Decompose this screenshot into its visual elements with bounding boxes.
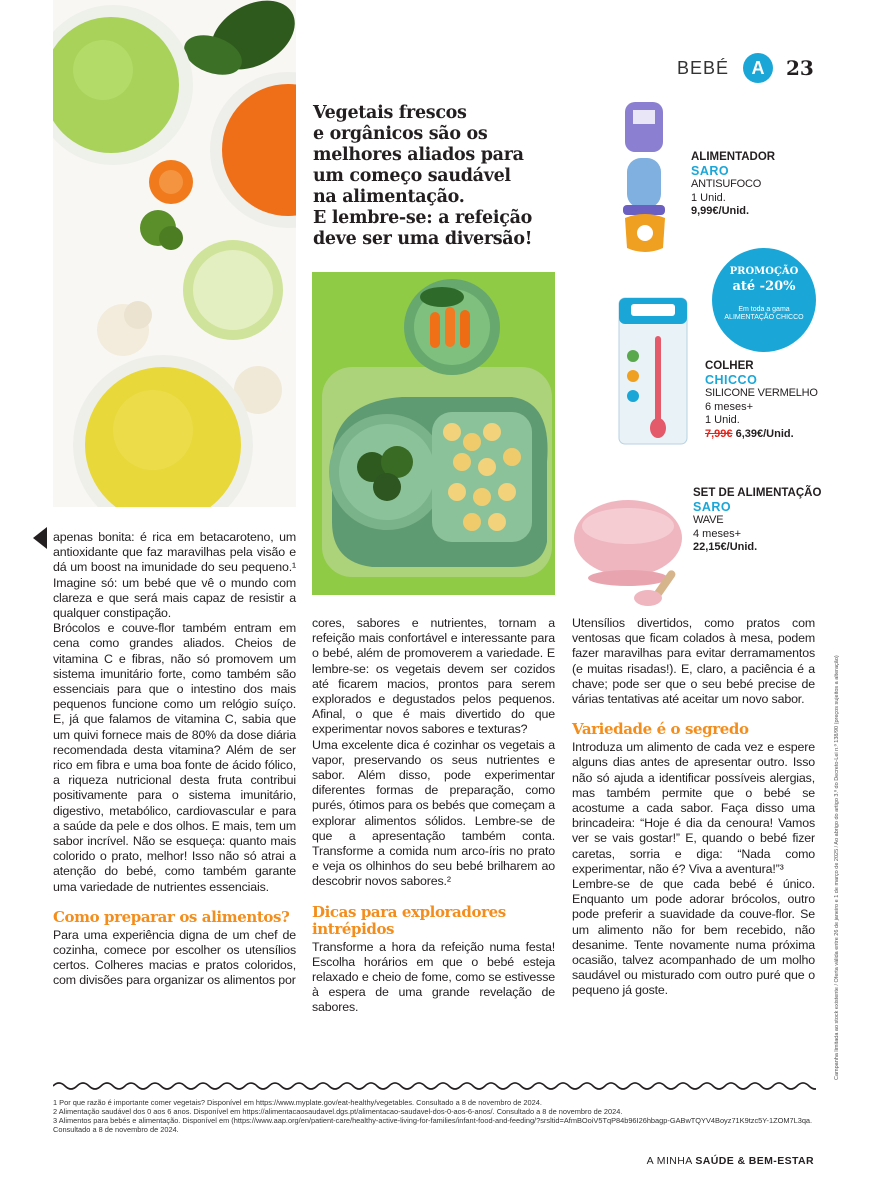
product-type: SET DE ALIMENTAÇÃO: [693, 487, 822, 499]
headline: [313, 103, 553, 250]
headline-line: melhores aliados para: [313, 145, 524, 165]
headline-line: e orgânicos são os: [313, 124, 488, 144]
product-quantity: 1 Unid.: [705, 414, 740, 426]
magazine-title: SAÚDE & BEM-ESTAR: [695, 1155, 814, 1167]
headline-line: E lembre-se: a refeição: [313, 208, 532, 228]
article-column-1: [53, 530, 296, 989]
product-brand: SARO: [693, 499, 732, 514]
product-old-price: 7,99€: [705, 427, 733, 440]
paragraph: Uma excelente dica é cozinhar os vegetais a vapor, preservando os seus nutrientes e sabor. Além disso, pode experimentar diferentes formas de preparação, como purés, ótimos para os bebés que começam a explorar alimentos sólidos. Lembre-se de que a apresentação também conta. Transforme a comida num arco-íris no prato e veja os olhinhos do seu bebé brilharem ao descobrir novos sabores.²: [312, 737, 555, 889]
promo-badge: [712, 248, 816, 352]
product-model: WAVE: [693, 514, 724, 526]
vegetable-puree-photo: [53, 0, 296, 507]
product-type: ALIMENTADOR: [691, 151, 776, 163]
promo-discount: até -20%: [732, 279, 796, 294]
promo-detail: Em toda a gama ALIMENTAÇÃO CHICCO: [724, 306, 804, 321]
paragraph: cores, sabores e nutrientes, tornam a refeição mais confortável e interessante para o bebé, além de promoverem a variedade. E lembre-se: os vegetais devem ser cozidos até ficarem macios, prontos para serem explorados e degustados pelos pequenos. Afinal, o que é mais divertido do que experimentar novos sabores e texturas?: [312, 616, 555, 737]
product-type: COLHER: [705, 360, 754, 372]
promo-label: PROMOÇÃO: [729, 266, 799, 277]
article-column-3: [572, 616, 815, 999]
magazine-name: [647, 1155, 814, 1167]
product-model: SILICONE VERMELHO: [705, 387, 818, 399]
product-age: 6 meses+: [705, 400, 753, 413]
product-image-feeder: [615, 100, 677, 255]
magazine-prefix: A MINHA: [646, 1155, 693, 1167]
product-price: 9,99€/Unid.: [691, 205, 750, 217]
brand-logo-icon: A: [743, 53, 773, 83]
paragraph: apenas bonita: é rica em betacaroteno, um antioxidante que faz maravilhas pela visão e dá um boost na imunidade do seu pequeno.¹ Imagine só: um bebé que vê o mundo com clareza e que será mais capaz de resistir a qualquer constipação.: [53, 530, 296, 621]
product-age: 4 meses+: [693, 527, 741, 540]
footnote: 2 Alimentação saudável dos 0 aos 6 anos. Disponível em https://alimentacaosaudavel.dgs.pt/alimentacao-saudavel-dos-0-aos-6-anos/. Consultado a 8 de novembro de 2024.: [53, 1107, 623, 1116]
paragraph: Para uma experiência digna de um chef de cozinha, comece por escolher os utensílios certos. Colheres macias e pratos coloridos, com divisões para organizar os alimentos por: [53, 927, 296, 988]
product-price: 6,39€/Unid.: [735, 427, 794, 440]
paragraph: Brócolos e couve-flor também entram em cena como grandes aliados. Cheios de vitamina C e fibras, não só promovem um sistema imunitário forte, como também são essenciais para que o intestino dos mais pequenos funcione como um relógio suíço. E, já que falamos de vitamina C, sabia que um quivi fornece mais de 80% da dose diária recomendada desta vitamina? Além de ser rico em fibra e uma boa fonte de ácido fólico, a riqueza nutricional desta fruta contribui positivamente para o sistema imunitário, digestivo, metabólico, cardiovascular e para a saúde da pele e dos olhos. E mais, tem um sabor incrível. Não se esqueça: quanto mais colorido o prato, melhor! Isso não só atrai a atenção do bebé, como também garante uma variedade de nutrientes essenciais.: [53, 621, 296, 894]
paragraph: Utensílios divertidos, como pratos com ventosas que ficam colados à mesa, podem fazer maravilhas para evitar derramamentos (e muitas risadas!). E, claro, a paciência é a chave; pode ser que o seu bebé precise de várias tentativas até aceitar um novo sabor.: [572, 616, 815, 707]
headline-line: na alimentação.: [313, 187, 465, 207]
product-quantity: 1 Unid.: [691, 191, 726, 204]
product-model: ANTISUFOCO: [691, 178, 762, 190]
paragraph: Introduza um alimento de cada vez e espere alguns dias antes de apresentar outro. Isso não só ajuda a identificar possíveis alergias, mas também permite que o bebé se acostume a cada sabor. Faça disso uma brincadeira: “Hoje é dia da cenoura! Vamos ver se vais gostar!” E, quando o bebé fizer caretas, sorria e diga: “Nada como experimentar, não é? Viva a aventura!”³: [572, 740, 815, 876]
section-heading: Dicas para exploradores intrépidos: [312, 902, 506, 938]
elephant-plate-photo: [312, 272, 555, 595]
footnote: 1 Por que razão é importante comer vegetais? Disponível em https://www.myplate.gov/eat-healthy/vegetables. Consultado a 8 de novembro de 2024.: [53, 1098, 542, 1107]
product-spoon: [705, 360, 818, 441]
section-heading: Como preparar os alimentos?: [53, 907, 290, 926]
product-image-bowl-set: [570, 498, 690, 610]
page-number: 23: [786, 56, 814, 80]
wavy-divider: [53, 1080, 816, 1092]
side-legal-note: Campanha limitada ao stock existente / Oferta válida entre 26 de janeiro e 1 de março de 2025 / Ao abrigo do artigo 3.º do Decreto-Lei n.º 138/90 (preços sujeitos a alteração): [834, 655, 840, 1080]
product-price: 22,15€/Unid.: [693, 541, 758, 553]
headline-line: um começo saudável: [313, 166, 511, 186]
section-name: BEBÉ: [676, 58, 729, 78]
product-image-spoon: [617, 296, 689, 446]
product-brand: CHICCO: [705, 372, 758, 387]
headline-line: Vegetais frescos: [313, 103, 467, 123]
paragraph: Transforme a hora da refeição numa festa! Escolha horários em que o bebé esteja relaxado e cheio de fome, como se estivesse à espera de uma grande revelação de sabores.: [312, 939, 555, 1015]
footnotes: [53, 1098, 816, 1134]
product-brand: SARO: [691, 163, 730, 178]
footnote: 3 Alimentos para bebés e alimentação. Disponível em (https://www.aap.org/en/patient-care/healthy-active-living-for-families/infant-food-and-feeding/?srsltid=AfmBOoiV5TqP84b96I26hbagp-GABwTQYV4Boyz71K9tzc5Y-1ZOM7L3qa. Consultado a 8 de novembro de 2024.: [53, 1116, 813, 1134]
article-column-2: [312, 616, 555, 1016]
continuation-arrow-icon: [33, 527, 47, 549]
paragraph: Lembre-se de que cada bebé é único. Enquanto um pode adorar brócolos, outro pode preferir a suavidade da couve-flor. Se um alimento não for bem recebido, não desanime. Tente novamente numa próxima ocasião, talvez acompanhado de um molho saudável ou misturado com outro puré que o pequeno já goste.: [572, 877, 815, 998]
section-heading: Variedade é o segredo: [572, 720, 749, 739]
product-feeder: [691, 151, 775, 219]
product-bowl-set: [693, 487, 821, 555]
headline-line: deve ser uma diversão!: [313, 229, 533, 249]
